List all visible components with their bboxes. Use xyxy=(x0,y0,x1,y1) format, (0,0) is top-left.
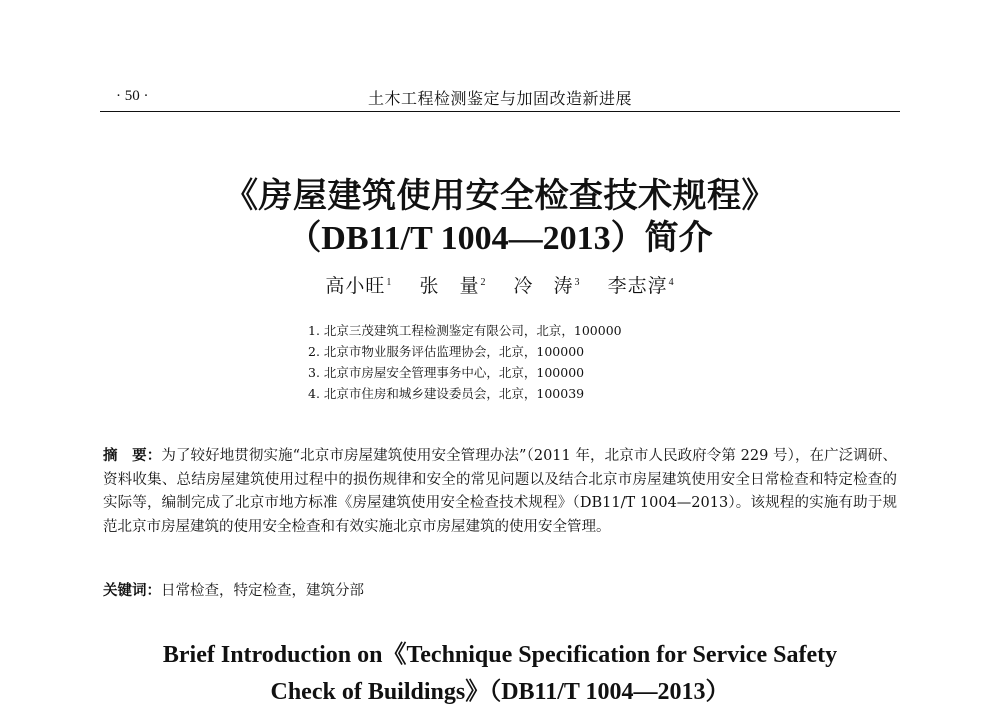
author: 李志淳$^4$ xyxy=(607,275,675,297)
paper-title-line-2: （DB11/T 1004—2013）简介 xyxy=(287,220,713,257)
english-title-line-1: Brief Introduction on《Technique Specification for Service Safety xyxy=(162,642,838,668)
author: 冷 涛$^3$ xyxy=(513,275,581,297)
author-affiliation-mark: 4 xyxy=(668,276,675,288)
english-title-line-2: Check of Buildings》（DB11/T 1004—2013） xyxy=(270,679,730,705)
affiliation: 1. 北京三茂建筑工程检测鉴定有限公司，北京，100000 xyxy=(308,323,622,338)
page-number: · 50 · xyxy=(116,88,149,104)
keywords-text: 日常检查，特定检查，建筑分部 xyxy=(161,583,364,599)
abstract-label: 摘 要： xyxy=(103,447,162,464)
running-header xyxy=(100,86,900,110)
header-rule xyxy=(100,111,900,112)
abstract xyxy=(103,444,897,539)
author-affiliation-mark: 2 xyxy=(480,276,487,288)
running-title: 土木工程检测鉴定与加固改造新进展 xyxy=(367,89,632,108)
paper-title-line-1: 《房屋建筑使用安全检查技术规程》 xyxy=(224,176,776,216)
author-affiliation-mark: 3 xyxy=(574,276,581,288)
author-affiliation-mark: 1 xyxy=(386,276,393,288)
affiliation: 2. 北京市物业服务评估监理协会，北京，100000 xyxy=(308,344,585,359)
keywords-label: 关键词： xyxy=(103,582,161,599)
affiliation-list xyxy=(308,320,908,404)
affiliation: 3. 北京市房屋安全管理事务中心，北京，100000 xyxy=(308,365,585,380)
keywords xyxy=(103,580,897,602)
affiliation: 4. 北京市住房和城乡建设委员会，北京，100039 xyxy=(308,386,585,401)
abstract-text: 为了较好地贯彻实施“北京市房屋建筑使用安全管理办法”（2011 年，北京市人民政府令第 229 号），在广泛调研、资料收集、总结房屋建筑使用过程中的损伤规律和安全的常见问题以及结合北京市房屋建筑使用安全日常检查和特定检查的实际等，编制完成了北京市地方标准《房屋建筑使用安全检查技术规程》（DB11/T 1004—2013）。该规程的实施有助于规范北京市房屋建筑的使用安全检查和有效实施北京市房屋建筑的使用安全管理。 xyxy=(103,448,897,535)
author-list xyxy=(0,271,1000,298)
author: 张 量$^2$ xyxy=(419,275,487,297)
author: 高小旺$^1$ xyxy=(325,275,393,297)
